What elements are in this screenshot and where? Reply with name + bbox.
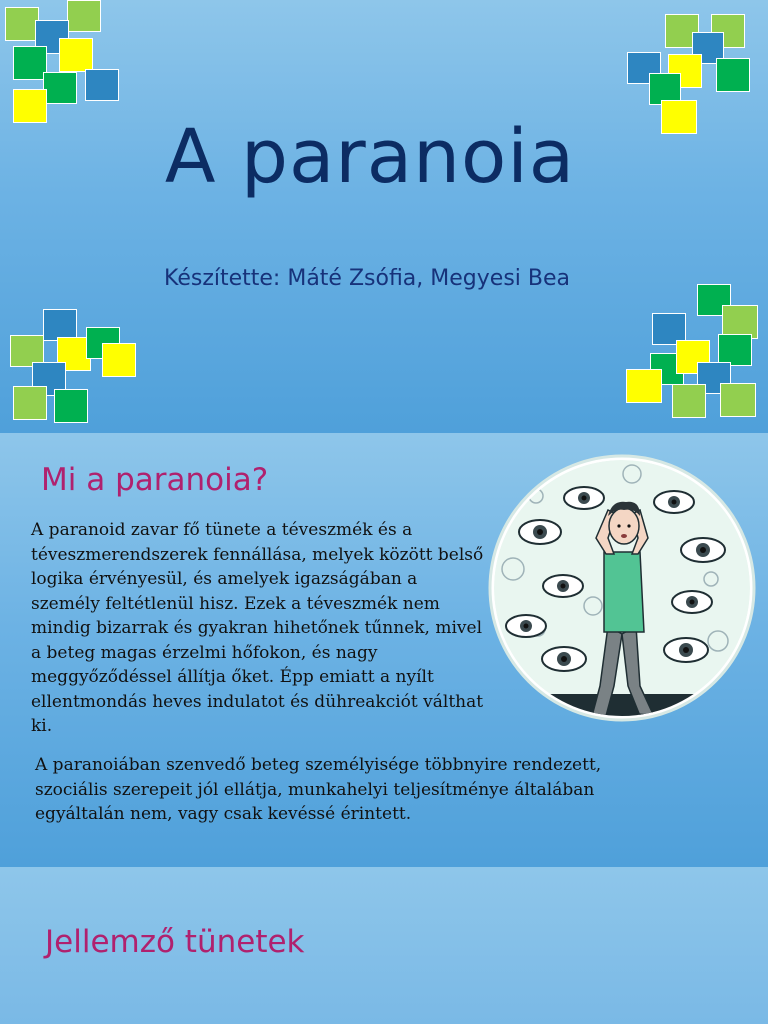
- decorative-square: [13, 46, 47, 80]
- decorative-square: [672, 384, 706, 418]
- section-heading: Jellemző tünetek: [45, 924, 305, 960]
- decorative-square: [5, 7, 39, 41]
- section-heading: Mi a paranoia?: [41, 462, 269, 498]
- personality-paragraph: A paranoiában szenvedő beteg személyisége többnyire rendezett, szociális szerepeit jól ellátja, munkahelyi teljesítménye általában egyáltalán nem, vagy csak kevéssé érintett.: [35, 755, 602, 824]
- decorative-square: [13, 386, 47, 420]
- decorative-square: [720, 383, 756, 417]
- symptoms-slide: [0, 867, 768, 1024]
- decorative-square: [54, 389, 88, 423]
- author-line: Készítette: Máté Zsófia, Megyesi Bea: [164, 266, 570, 291]
- decorative-square: [102, 343, 136, 377]
- decorative-square: [626, 369, 662, 403]
- presentation-title: A paranoia: [164, 114, 576, 200]
- decorative-square: [59, 38, 93, 72]
- paranoia-illustration: [488, 454, 756, 722]
- decorative-square: [43, 72, 77, 104]
- definition-slide: [0, 433, 768, 867]
- title-slide: [0, 0, 768, 433]
- definition-paragraph: A paranoid zavar fő tünete a téveszmék és a téveszmerendszerek fennállása, melyek között belső logika érvényesül, és amelyek igazságában a személy feltétlenül hisz. Ezek a téveszmék nem mindig bizarrak és gyakran hihetőnek tűnnek, mivel a beteg magas érzelmi hőfokon, és nagy meggyőződéssel állítja őket. Épp emiatt a nyílt ellentmondás heves indulatot és dühreakciót válthat ki.: [31, 520, 484, 736]
- decorative-square: [67, 0, 101, 32]
- decorative-square: [85, 69, 119, 101]
- decorative-square: [716, 58, 750, 92]
